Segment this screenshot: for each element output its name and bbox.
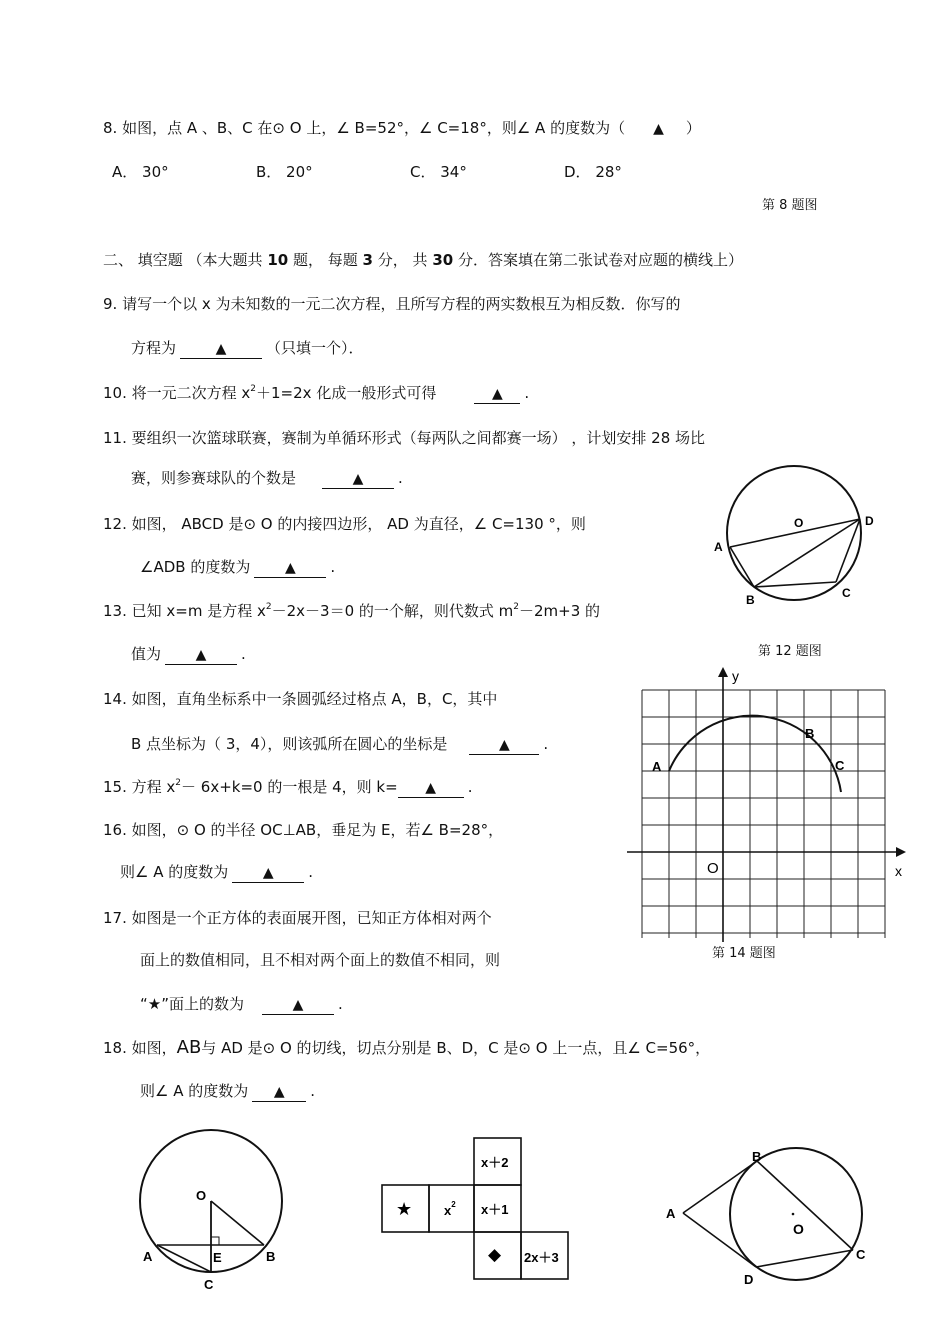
q14-caption: 第 14 题图 [712, 946, 776, 961]
answer-mark: ▲ [491, 386, 503, 402]
q10-stem [103, 383, 529, 404]
q17-figure [380, 1136, 575, 1281]
q14-label-b: B [805, 726, 815, 741]
q8-text: 8. 如图，点 A 、B、C 在⊙ O 上，∠ B=52°，∠ C=18°，则∠ A 的度数为（ [103, 119, 626, 137]
q18-line1-post: 与 AD 是⊙ O 的切线，切点分别是 B、D，C 是⊙ O 上一点，且∠ C=56°， [201, 1039, 711, 1057]
q17-end: . [338, 995, 343, 1013]
answer-blank[interactable] [180, 339, 262, 359]
answer-blank[interactable] [474, 384, 520, 404]
q8-option-d: D． 28° [564, 163, 622, 181]
q12-line2-text: ∠ADB 的度数为 [140, 558, 251, 576]
section-count: 10 [267, 251, 289, 269]
net-text-square [444, 1200, 456, 1218]
section-suffix: 分．答案填在第二张试卷对应题的横线上） [457, 251, 743, 269]
answer-mark: ▲ [653, 121, 664, 137]
q18-line2-text: 则∠ A 的度数为 [140, 1082, 249, 1100]
q18-center-dot [792, 1213, 795, 1216]
q12-label-a: A [714, 540, 723, 554]
q13-end: . [241, 645, 246, 663]
answer-blank[interactable] [252, 1082, 306, 1102]
q12-chord-ab [730, 547, 754, 587]
answer-mark: ▲ [499, 737, 510, 753]
q18-figure [660, 1145, 875, 1290]
answer-blank[interactable] [262, 995, 334, 1015]
q18-tangent-ab [683, 1161, 757, 1213]
q10-pre: 10. 将一元二次方程 x [103, 384, 251, 402]
q14-label-c: C [835, 758, 845, 773]
answer-mark: ▲ [195, 647, 207, 663]
q15-stem [103, 777, 472, 798]
star-icon: ★ [396, 1199, 413, 1219]
q12-label-d: D [865, 514, 874, 528]
answer-mark: ▲ [352, 471, 364, 487]
q11-line2-text: 赛，则参赛球队的个数是 [131, 469, 297, 487]
q18-end: . [310, 1082, 316, 1100]
q8-close: ） [685, 119, 701, 137]
q16-label-e: E [213, 1250, 222, 1265]
q14-y-arrow [718, 667, 728, 677]
answer-mark: ▲ [262, 865, 274, 881]
q16-end: . [308, 863, 314, 881]
net-text-right: 2x＋3 [524, 1250, 559, 1265]
q13-sup1: 2 [265, 602, 272, 612]
q14-line2 [131, 734, 548, 755]
q15-post: － 6x+k=0 的一根是 4，则 k= [181, 778, 398, 796]
q16-label-a: A [143, 1249, 153, 1264]
q18-label-c: C [856, 1247, 866, 1262]
section-heading [103, 250, 743, 270]
q14-label-a: A [652, 759, 662, 774]
q16-label-b: B [266, 1249, 276, 1264]
q12-label-b: B [746, 593, 755, 607]
q10-post: ＋1=2x 化成一般形式可得 [256, 384, 437, 402]
net-text-top: x＋2 [481, 1155, 509, 1170]
q14-line2-text: B 点坐标为（ 3，4），则该弧所在圆心的坐标是 [131, 735, 448, 753]
section-total: 30 [432, 251, 454, 269]
section-mid1: 题， 每题 [292, 251, 358, 269]
q17-line1: 17. 如图是一个正方体的表面展开图，已知正方体相对两个 [103, 909, 492, 927]
q18-label-a: A [666, 1206, 676, 1221]
q18-line1 [103, 1038, 710, 1058]
section-mid2: 分， 共 [377, 251, 428, 269]
q13-pre: 13. 已知 x=m 是方程 x [103, 602, 266, 620]
q13-line2 [131, 644, 246, 665]
q8-option-c: C． 34° [410, 163, 467, 181]
q18-label-d: D [744, 1272, 754, 1287]
q11-line2 [131, 468, 403, 489]
q9-line2-pre: 方程为 [131, 339, 177, 357]
q8-option-b: B． 20° [256, 163, 313, 181]
q15-pre: 15. 方程 x [103, 778, 176, 796]
q13-line1 [103, 601, 600, 621]
q16-line2-text: 则∠ A 的度数为 [120, 863, 229, 881]
q12-line1: 12. 如图， ABCD 是⊙ O 的内接四边形， AD 为直径，∠ C=130 °，则 [103, 515, 586, 533]
q18-line2 [140, 1081, 315, 1102]
diamond-icon: ◆ [488, 1245, 502, 1264]
q16-line-ac [157, 1245, 211, 1272]
q13-sup2: 2 [513, 602, 520, 612]
q10-sup: 2 [250, 384, 257, 394]
answer-blank[interactable] [232, 863, 304, 883]
answer-mark: ▲ [284, 560, 296, 576]
q18-chord-bc [757, 1161, 853, 1250]
q17-line3 [140, 994, 343, 1015]
q12-figure [700, 455, 890, 625]
q12-chord-bc [754, 582, 836, 587]
q14-x-arrow [896, 847, 906, 857]
answer-mark: ▲ [425, 780, 437, 796]
q11-line1: 11. 要组织一次篮球联赛，赛制为单循环形式（每两队之间都赛一场） ，计划安排 28 场比 [103, 429, 706, 447]
q11-end: . [398, 469, 403, 487]
q12-label-c: C [842, 586, 851, 600]
section-prefix: 二、 填空题 （本大题共 [103, 251, 263, 269]
q12-line2 [140, 557, 335, 578]
q8-option-a: A． 30° [112, 163, 169, 181]
q16-label-o: O [196, 1188, 207, 1203]
q16-line2 [120, 862, 313, 883]
q14-grid [642, 690, 885, 938]
q16-figure [130, 1128, 290, 1296]
q12-caption: 第 12 题图 [758, 644, 822, 659]
answer-blank[interactable] [469, 735, 539, 755]
q8-stem [103, 118, 701, 139]
q18-label-b: B [752, 1149, 762, 1164]
answer-blank[interactable] [254, 558, 326, 578]
net-text-square-base: x [444, 1203, 452, 1218]
q18-line1-pre: 18. 如图， [103, 1039, 177, 1057]
q9-line2 [131, 338, 364, 359]
q16-label-c: C [204, 1277, 214, 1292]
q17-line3-text: “★”面上的数为 [140, 995, 244, 1013]
q12-label-o: O [794, 516, 804, 530]
q18-label-o: O [793, 1221, 804, 1237]
q10-end: . [524, 384, 530, 402]
q18-line1-ab: AB [176, 1037, 202, 1058]
answer-blank[interactable] [398, 778, 464, 798]
q9-line1: 9. 请写一个以 x 为未知数的一元二次方程，且所写方程的两实数根互为相反数．你写的 [103, 295, 681, 313]
q14-figure [622, 665, 912, 950]
answer-mark: ▲ [215, 341, 227, 357]
answer-mark: ▲ [273, 1084, 285, 1100]
q13-mid: －2x－3＝0 的一个解，则代数式 m [271, 602, 514, 620]
q15-sup: 2 [175, 778, 182, 788]
q14-label-y: y [732, 668, 739, 684]
q14-label-x: x [895, 863, 902, 879]
q14-end: . [543, 735, 549, 753]
q15-end: . [467, 778, 473, 796]
q14-line1: 14. 如图，直角坐标系中一条圆弧经过格点 A，B，C，其中 [103, 690, 498, 708]
q8-caption: 第 8 题图 [762, 198, 818, 213]
answer-mark: ▲ [292, 997, 304, 1013]
net-text-square-sup: 2 [451, 1200, 456, 1209]
net-text-middle: x＋1 [481, 1202, 509, 1217]
q13-line2-text: 值为 [131, 645, 162, 663]
q14-label-o: O [707, 860, 719, 877]
answer-blank[interactable] [322, 469, 394, 489]
q16-right-angle [211, 1237, 219, 1245]
q16-line1: 16. 如图，⊙ O 的半径 OC⊥AB，垂足为 E，若∠ B=28°， [103, 821, 504, 839]
section-each: 3 [362, 251, 373, 269]
q14-arc [669, 716, 841, 792]
q18-tangent-ad [683, 1213, 756, 1267]
answer-blank[interactable] [165, 645, 237, 665]
q13-post: －2m+3 的 [519, 602, 601, 620]
q12-end: . [330, 558, 336, 576]
q9-line2-post: （只填一个）． [266, 339, 364, 357]
q17-line2: 面上的数值相同，且不相对两个面上的数值不相同，则 [140, 951, 501, 969]
